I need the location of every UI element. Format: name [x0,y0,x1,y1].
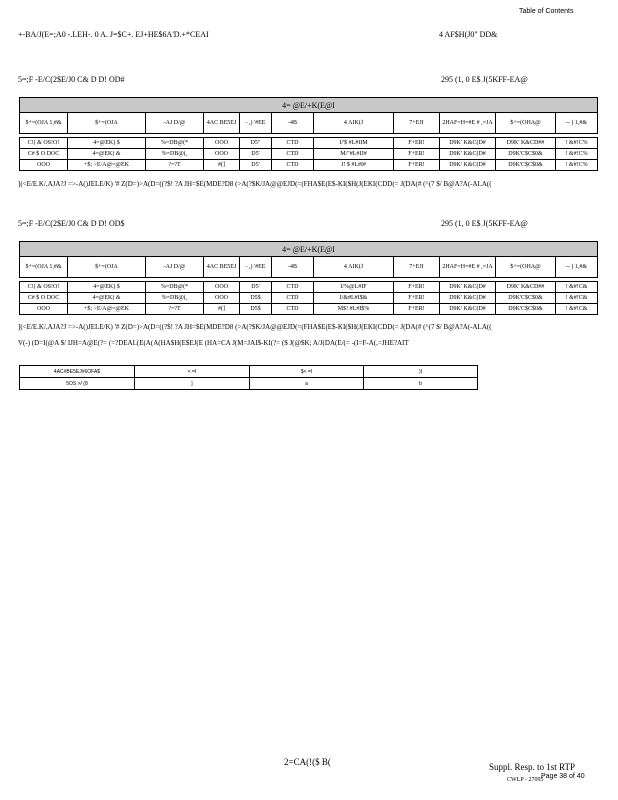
table-cell: ! &#!C& [556,304,598,315]
table-cell: 4=@EK) $ [68,138,146,149]
table-cell: ! &#!C% [556,149,598,160]
table-cell: CTD [272,138,314,149]
column-header: $+=(OJA [68,257,146,278]
table-cell: M$! #L#I$% [314,304,394,315]
table-cell: ?=?T [146,160,204,171]
table-cell: F+ER! [394,304,440,315]
table-row [20,149,598,160]
table-cell: D9K'C$C$0& [496,293,556,304]
extra-note: V(-) (D=I(@A $/ IJH=A@E(?= (=?DEAL(E(A(A(HA$H(E$EJ(E (HA=CA J(M=JAI$-KI(?= ($ J(@$K; A/J(DA(E/(= -(I=F-A(,=JHE?AIT [18,339,409,347]
table-row [20,293,598,304]
table-cell: OOO [204,293,240,304]
footer-page-number: Page 38 of 40 [541,773,585,780]
column-header: -4B [272,113,314,134]
table-cell: CTD [272,282,314,293]
table-cell: I/'$ #L#IIM [314,138,394,149]
section-2-table [19,241,598,315]
column-header: 4 AIK(J [314,113,394,134]
table-cell: OOO [20,160,68,171]
table-cell: D9K' K&C(D# [440,138,496,149]
table-cell: F+ER! [394,138,440,149]
table-cell: I/%@L#IF [314,282,394,293]
table-title: 4= @E/+K(E@I [20,242,598,257]
footer-document-title: Suppl. Resp. to 1st RTP [489,762,575,772]
table-cell: ?=?T [146,304,204,315]
table-header-row [20,113,598,134]
table-cell: %=DB@(, [146,149,204,160]
footer-page-label: 2=CA(!($ B( [284,757,331,767]
column-header: - ,) '#EE [240,257,272,278]
table-row [20,138,598,149]
table-cell: D9K' K&CD## [496,282,556,293]
table-cell: CTD [272,160,314,171]
table-cell: CTD [272,293,314,304]
column-header: - ,) '#EE [240,113,272,134]
table-cell: D5' [240,160,272,171]
column-header: $+=(OJA [68,113,146,134]
page-header-left: +-BA/J(E=;A0 -.LEH-. 0 A. J=$C+. EJ+HE$6A'D.+*CEAI [18,30,209,39]
table-cell: CTD [272,304,314,315]
table-cell: J! $ #L#I# [314,160,394,171]
section-1-subtitle: 295 (1, 0 E$ J(5KFF-EA@ [441,75,528,84]
table-cell: C# $ O DOC [20,149,68,160]
table-cell: D9K'C$C$0& [496,304,556,315]
table-of-contents-link[interactable]: Table of Contents [519,8,574,15]
table-cell: %=DB@(* [146,282,204,293]
page-header-right: 4 AF$H(J0" DD& [439,30,498,39]
table-cell: $< =I [250,366,364,378]
table-cell: 5OS >/ (8 [20,378,135,390]
table-cell: I/&#L#I$& [314,293,394,304]
table-cell: +$; >E/A@=@EK [68,304,146,315]
column-header: 4AC BE5EJ [204,113,240,134]
section-2-title: 5=;F -E/C(2$E/J0 C& D D! OD$ [18,219,125,228]
table-cell: a [250,378,364,390]
section-1-footnote: ](<E/E.K/,AJA?J =>-A()JELE/K) '# Z(D=)>A(D=((?$! ?A JH=$E(MDE?D8 (>A(?$K/JA@@EJD(=(FHA$E(E$-KI($H(J(EKI(CDD(= J(DA(# (^(7 $/ B@A?A(-ALA(( [18,180,492,188]
column-header: -4B [272,257,314,278]
table-title: 4= @E/+K(E@I [20,98,598,113]
column-header: $+=(OHA@ [496,257,556,278]
table-header-row [20,257,598,278]
table-cell: C!( & OS!O! [20,282,68,293]
table-cell: ! &#!C& [556,282,598,293]
table-cell: 4=@EK) $ [68,282,146,293]
table-cell: D9K' K&CD## [496,138,556,149]
table-cell: OOO [204,149,240,160]
footer-bates-number: CWLP - 27095 [507,777,544,783]
table-cell: b [364,378,478,390]
table-row [20,282,598,293]
table-cell: %=DB@(* [146,138,204,149]
table-cell: ] [135,378,250,390]
column-header: 2HAF=H=#E # ,=JA [440,257,496,278]
table-cell: 4=@EK) & [68,293,146,304]
section-1-table [19,97,598,171]
column-header: 4 AIK(J [314,257,394,278]
column-header: -AJ D/@ [146,257,204,278]
column-header: -- ) 1,#& [556,113,598,134]
table-cell: D9K' K&C(D# [440,304,496,315]
column-header: 2HAF=H=#E # ,=JA [440,113,496,134]
table-cell: M/"#L#IJ# [314,149,394,160]
table-cell: F+ER! [394,149,440,160]
table-row [20,160,598,171]
table-cell: F+ER! [394,160,440,171]
column-header: -AJ D/@ [146,113,204,134]
column-header: $+=(OJA 1,#& [20,113,68,134]
table-cell: D9K' K&C(D# [440,293,496,304]
table-cell: D5$ [240,304,272,315]
column-header: 7+EJI [394,257,440,278]
table-cell: F+ER! [394,293,440,304]
table-cell: #(] [204,160,240,171]
table-cell: OOO [204,138,240,149]
table-cell: C# $ O DOC [20,293,68,304]
section-2-footnote: ](<E/E.K/,AJA?J =>-A()JELE/K) '# Z(D=)>A(D=((?$! ?A JH=$E(MDE?D8 (>A(?$K/JA@@EJD(=(FHA$E(E$-KI($H(J(EKI(CDD(= J(DA(# (^(7 $/ B@A?A(-ALA(( [18,323,492,331]
table-cell: D9K'C$C$0& [496,149,556,160]
table-cell: ! &#!C% [556,160,598,171]
column-header: $+=(OJA 1,#& [20,257,68,278]
table-row [20,366,478,378]
table-cell: D5' [240,282,272,293]
table-cell: )I [364,366,478,378]
table-cell: OOO [20,304,68,315]
table-cell: +$; >E/A@=@EK [68,160,146,171]
table-cell: ! &#!C& [556,293,598,304]
table-cell: 4=@EK) & [68,149,146,160]
table-cell: CTD [272,149,314,160]
section-1-title: 5=;F -E/C(2$E/J0 C& D D! OD# [18,75,125,84]
table-cell: ! &#!C% [556,138,598,149]
table-cell: D5' [240,149,272,160]
table-cell: F+ER! [394,282,440,293]
table-cell: C!( & OS!O! [20,138,68,149]
table-cell: D9K' K&C(D# [440,282,496,293]
table-cell: < =I [135,366,250,378]
table-cell: 4AC#BE5EJ#6OFA$ [20,366,135,378]
column-header: -- ) 1,#& [556,257,598,278]
section-2-subtitle: 295 (1, 0 E$ J(5KFF-EA@ [441,219,528,228]
table-cell: #(] [204,304,240,315]
column-header: 7+EJI [394,113,440,134]
table-cell: D9K' K&C(D# [440,149,496,160]
summary-table [19,365,478,390]
table-cell: D5" [240,138,272,149]
column-header: $+=(OHA@ [496,113,556,134]
column-header: 4AC BE5EJ [204,257,240,278]
table-cell: D9K'C$C$0& [496,160,556,171]
table-row [20,304,598,315]
table-cell: D9K' K&C(D# [440,160,496,171]
table-cell: D5$ [240,293,272,304]
table-row [20,378,478,390]
table-cell: %=DB@(, [146,293,204,304]
table-cell: OOO [204,282,240,293]
